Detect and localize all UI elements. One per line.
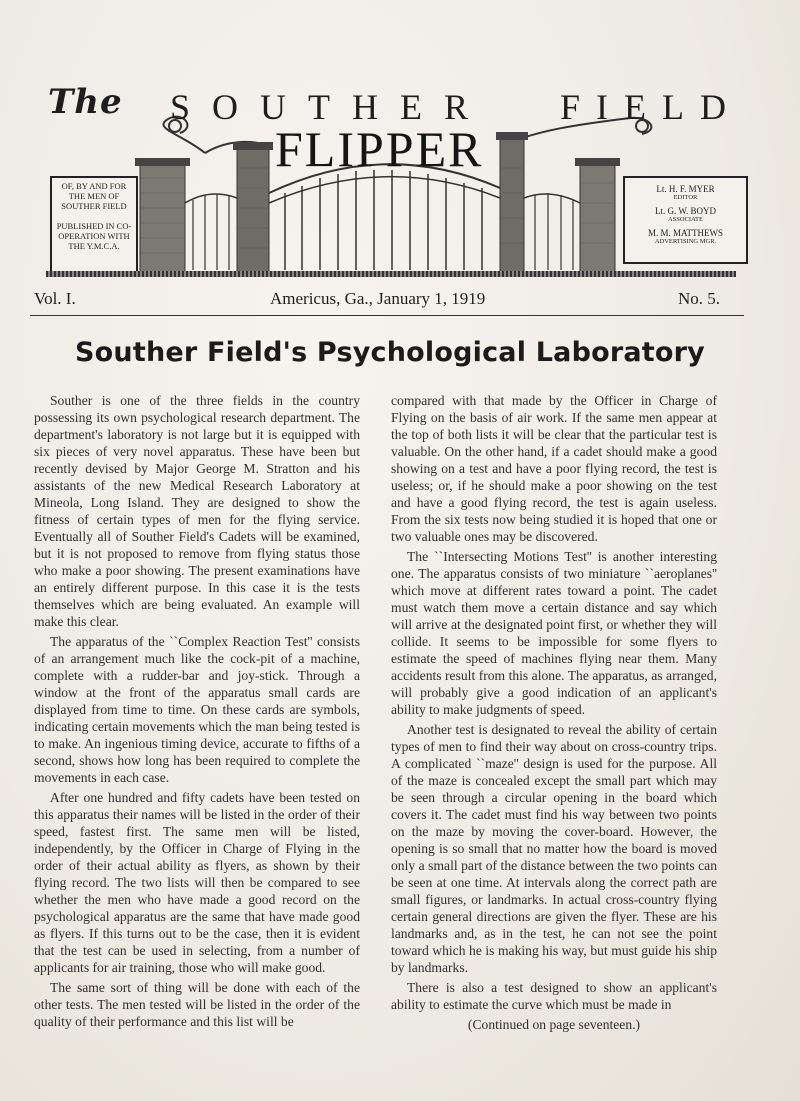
publisher-cooperation: PUBLISHED IN CO-OPERATION WITH THE Y.M.C.A.	[56, 221, 132, 251]
volume-label: Vol. I.	[34, 289, 76, 308]
masthead-flipper: FLIPPER	[275, 121, 484, 177]
paragraph: Another test is designated to reveal the ability of certain types of men to find their way about on cross-country trips. A complicated ``maze'' design is used for the purpose. All of the maze is concealed except the small part which may be seen through a circular opening in the board which covers it. The cadet must find his way between two points on the maze by moving the cover-board. However, the opening is so small that no matter how the board is moved only a small part of the distance between the two points can be seen at one time. At intervals along the correct path are small figures, or landmarks. In actual cross-country flying certain general directions are given the flyer. These are his landmarks and, as in the test, he can not see the point toward which he is making his way, but must guide his ship by landmarks.	[391, 722, 717, 975]
publisher-tagline: OF, BY AND FOR THE MEN OF SOUTHER FIELD	[61, 181, 127, 211]
masthead-rule	[46, 271, 736, 277]
article-headline: Souther Field's Psychological Laboratory	[75, 337, 705, 368]
article-column-left	[34, 392, 360, 1033]
masthead	[30, 78, 770, 283]
paragraph: There is also a test designed to show an applicant's ability to estimate the curve which must be made in	[391, 980, 717, 1012]
paragraph: The ``Intersecting Motions Test'' is another interesting one. The apparatus consists of two miniature ``aeroplanes'' which move at different rates toward a point. The cadet must watch them move a certain distance and say which will arrive at the designated point first, or whether they will collide. It seems to be impossible for some flyers to estimate the speed of machines flying near them. Many accidents result from this alone. The apparatus, as arranged, will probably give a good indication of an applicant's ability to make judgments of speed.	[391, 549, 717, 717]
paragraph: The same sort of thing will be done with each of the other tests. The men tested will be listed in the order of the quality of their performance and this list will be	[34, 980, 360, 1029]
paragraph: After one hundred and fifty cadets have been tested on this apparatus their names will be listed in the order of their speed, fastest first. The same men will be listed, independently, by the Officer in Charge of Flying in the order of their actual ability as flyers, as shown by their flying record. The two lists will then be compared to see whether the men who have made a good record on the psychological apparatus are the same that have made good as flyers. If this turns out to be the case, then it is evident that the test can be used in selecting, from a number of applicants for air training, those who will make good.	[34, 790, 360, 975]
paragraph: The apparatus of the ``Complex Reaction Test'' consists of an arrangement much like the cock-pit of a machine, complete with a rudder-bar and joy-stick. Through a window at the front of the apparatus small cards are displayed from time to time. On these cards are symbols, indicating certain movements which the man being tested is to make. An ingenious timing device, accurate to fifths of a second, shows how long has been required to complete the movements in each case.	[34, 634, 360, 785]
paragraph: Souther is one of the three fields in the country possessing its own psychological research department. The department's laboratory is not large but it is equipped with six pieces of very novel apparatus. These have been but recently devised by Major George M. Stratton and his assistants of the new Medical Research Laboratory at Mineola, Long Island. They are designed to show the fitness of certain types of men for the flying service. Eventually all of Souther Field's Cadets will be examined, but it is not proposed to remove from flying status those who make a poor showing. The present examinations have an entirely different purpose. In this case it is the tests themselves which are being evaluated. An example will make this clear.	[34, 393, 360, 629]
masthead-the: The	[48, 82, 123, 122]
issue-number: No. 5.	[677, 289, 720, 308]
editor-role: EDITOR	[673, 194, 698, 201]
paragraph: compared with that made by the Officer in Charge of Flying on the basis of air work. If the same men appear at the top of both lists it will be clear that the particular test is valuable. On the other hand, if a cadet should make a good showing on a test and have a poor flying record, the test is useless; or, if he should make a poor showing on the test and have a good flying record, the test is again useless. From the six tests now being studied it is hoped that one or two valuable ones may be discovered.	[391, 393, 717, 544]
editor-name: Lt. H. F. MYER	[656, 184, 715, 194]
publisher-box	[50, 176, 138, 276]
issue-divider	[30, 315, 744, 316]
staff-box	[623, 176, 748, 264]
continued-note: (Continued on page seventeen.)	[467, 1017, 641, 1032]
masthead-field: FIELD	[560, 87, 742, 127]
associate-name: Lt. G. W. BOYD	[654, 206, 716, 216]
place-date: Americus, Ga., January 1, 1919	[270, 289, 486, 308]
issue-line	[30, 289, 720, 311]
associate-role: ASSOCIATE	[667, 216, 704, 223]
ad-manager-name: M. M. MATTHEWS	[647, 228, 723, 238]
article-column-right	[391, 392, 717, 1036]
masthead-souther: SOUTHER	[170, 87, 491, 127]
ad-manager-role: ADVERTISING MGR.	[654, 238, 717, 245]
